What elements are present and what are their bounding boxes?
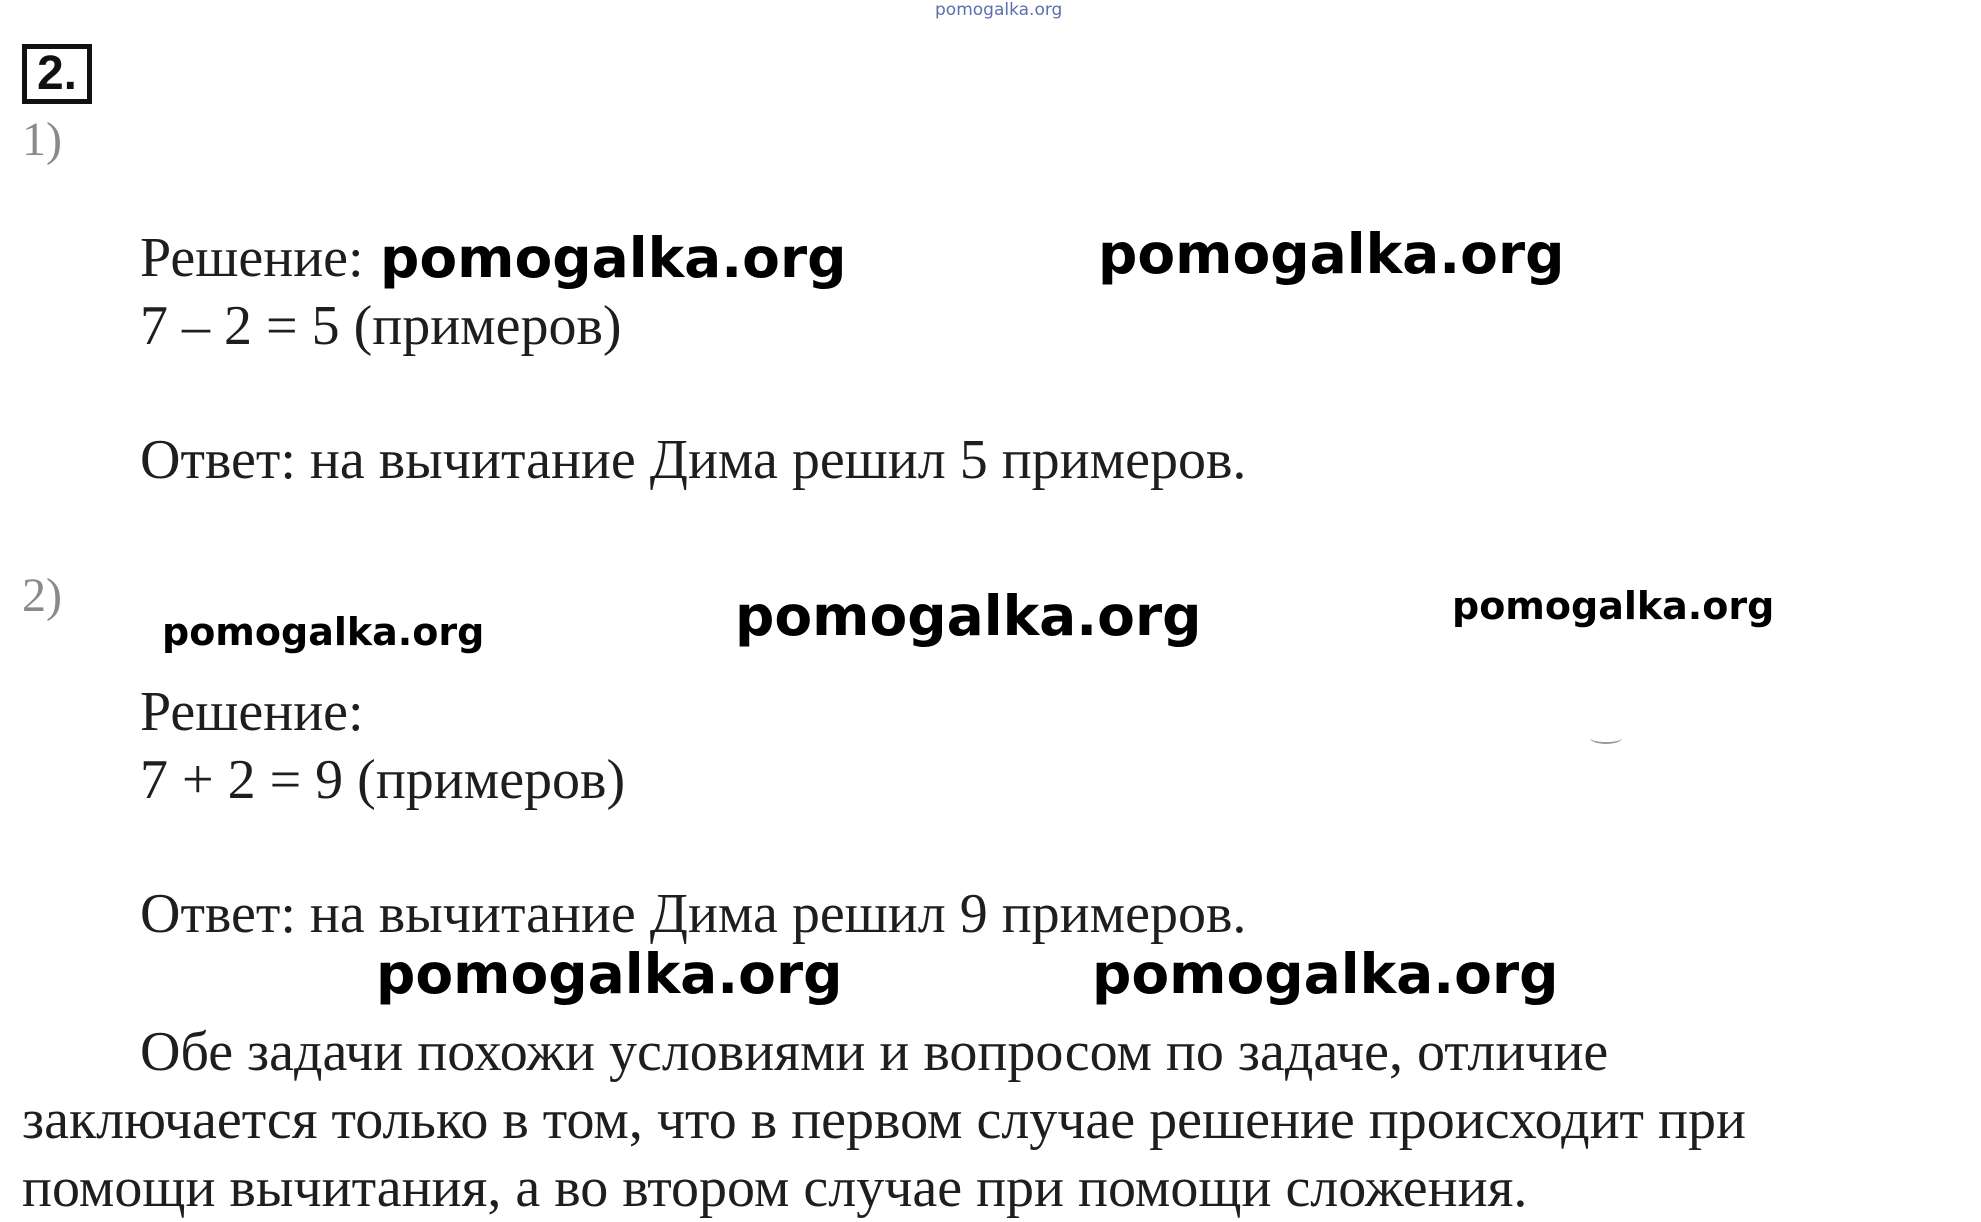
part-2-equation: 7 + 2 = 9 (примеров) bbox=[140, 749, 626, 811]
watermark: pomogalka.org bbox=[376, 942, 843, 1006]
part-1-equation: 7 – 2 = 5 (примеров) bbox=[140, 295, 622, 357]
conclusion-line-3: помощи вычитания, а во втором случае при помощи сложения. bbox=[22, 1157, 1528, 1219]
watermark: pomogalka.org bbox=[1098, 222, 1565, 286]
conclusion-line-2: заключается только в том, что в первом случае решение происходит при bbox=[22, 1089, 1746, 1151]
watermark: pomogalka.org bbox=[1092, 942, 1559, 1006]
part-2-answer: Ответ: на вычитание Дима решил 9 примеров. bbox=[140, 883, 1247, 945]
watermark: pomogalka.org bbox=[380, 226, 847, 290]
part-1-answer: Ответ: на вычитание Дима решил 5 примеров. bbox=[140, 429, 1247, 491]
part-2-solution-label: Решение: bbox=[140, 681, 364, 743]
part-1-solution-label: Решение: bbox=[140, 227, 364, 289]
watermark: pomogalka.org bbox=[735, 584, 1202, 648]
conclusion-line-1: Обе задачи похожи условиями и вопросом по задаче, отличие bbox=[140, 1021, 1609, 1083]
watermark: pomogalka.org bbox=[1452, 584, 1775, 628]
watermark: pomogalka.org bbox=[162, 610, 485, 654]
top-watermark: pomogalka.org bbox=[935, 0, 1063, 20]
scan-speck bbox=[1590, 732, 1622, 744]
part-2-label: 2) bbox=[22, 569, 62, 622]
task-number-box: 2. bbox=[22, 44, 92, 104]
part-1-label: 1) bbox=[22, 113, 62, 166]
